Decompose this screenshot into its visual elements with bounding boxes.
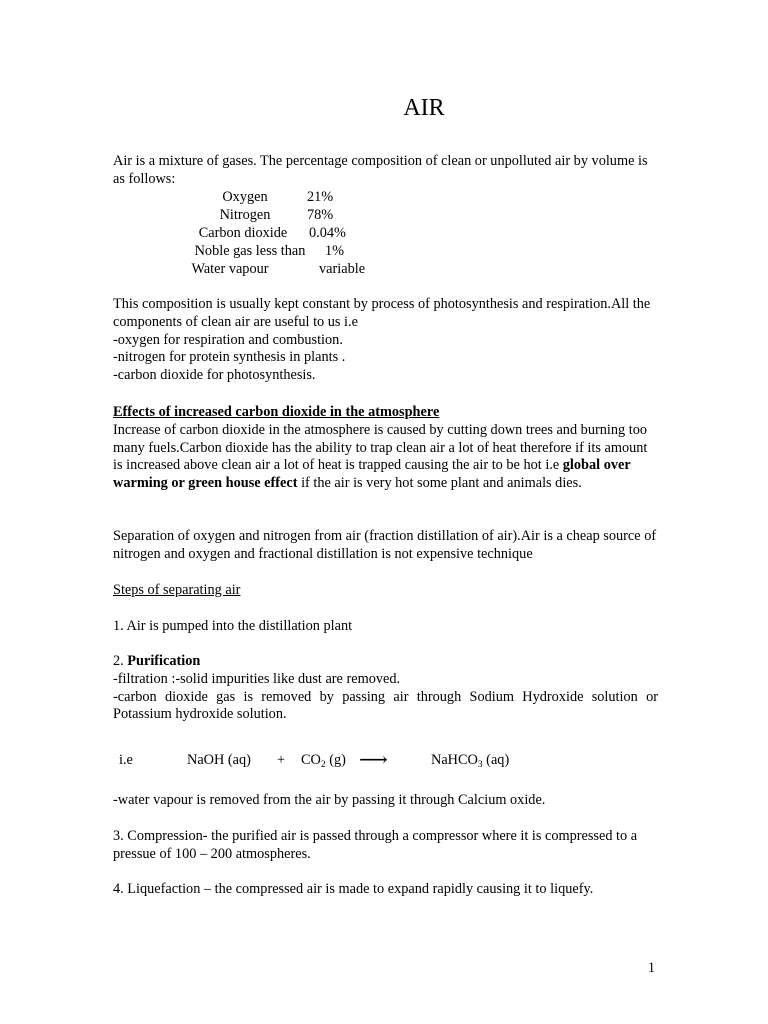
use-item: -carbon dioxide for photosynthesis. (113, 367, 316, 384)
step-3: 3. Compression- the purified air is passed through a compressor where it is compressed to a pressue of 100 – 200 atmospheres. (113, 828, 638, 862)
use-item: -oxygen for respiration and combustion. (113, 331, 343, 348)
gas-value: 0.04% (309, 225, 346, 241)
chemical-equation (0, 749, 768, 772)
effects-paragraph (113, 422, 658, 493)
page-number: 1 (647, 960, 655, 976)
reaction-arrow-icon: ⟶ (359, 749, 388, 771)
equation-product-nahco3 (431, 752, 509, 770)
gas-value: 21% (307, 189, 334, 205)
equation-plus: + (277, 752, 286, 768)
nahco3-subscript: 3 (477, 760, 483, 770)
co2-state: (g) (325, 752, 346, 768)
co2-formula: CO (301, 752, 321, 768)
step-4: 4. Liquefaction – the compressed air is made to expand rapidly causing it to liquefy. (113, 881, 594, 897)
gas-value: variable (319, 261, 366, 277)
effects-text: Increase of carbon dioxide in the atmosphere is caused by cutting down trees and burning too many fuels.Carbon dioxide has the ability to trap clean air a lot of heat therefore if its amount is increased above clean air a lot of heat is trapped causing the air to be hot i.e (113, 421, 648, 474)
equation-reactant-co2 (301, 752, 346, 770)
intro-paragraph: Air is a mixture of gases. The percentage composition of clean or unpolluted air by volume is as follows: (113, 153, 648, 187)
composition-note: This composition is usually kept constant by process of photosynthesis and respiration.All the components of clean air are useful to us i.e (113, 296, 651, 330)
steps-heading: Steps of separating air (113, 582, 241, 598)
step-2-number: 2. (113, 653, 128, 669)
co2-subscript: 2 (320, 760, 326, 770)
use-item: -nitrogen for protein synthesis in plants . (113, 349, 346, 366)
effects-bold-term: global over warming or green house effect (113, 457, 631, 492)
step-2-heading (113, 653, 658, 671)
gas-value: 1% (325, 243, 345, 259)
effects-text-end: if the air is very hot some plant and animals dies. (297, 475, 582, 492)
effects-section (113, 404, 658, 493)
nahco3-state: (aq) (482, 752, 510, 768)
co2-removal-text: -carbon dioxide gas is removed by passing air through Sodium Hydroxide solution or Potassium hydroxide solution. (113, 688, 658, 723)
gas-name: Nitrogen (219, 207, 271, 223)
gas-value: 78% (307, 207, 334, 223)
water-removal-text: -water vapour is removed from the air by passing it through Calcium oxide. (113, 792, 546, 808)
equation-prefix: i.e (119, 752, 133, 768)
gas-name: Carbon dioxide (198, 225, 288, 241)
nahco3-formula: NaHCO (431, 752, 478, 768)
composition-note-section (113, 296, 658, 385)
gas-name: Water vapour (191, 261, 269, 277)
step-2-title: Purification (127, 653, 201, 669)
page-title: AIR (403, 95, 445, 121)
effects-heading: Effects of increased carbon dioxide in the atmosphere (113, 404, 440, 420)
separation-paragraph: Separation of oxygen and nitrogen from air (fraction distillation of air).Air is a cheap source of nitrogen and oxygen and fractional distillation is not expensive technique (113, 528, 657, 562)
filtration-text: -filtration :-solid impurities like dust are removed. (113, 670, 401, 687)
step-1: 1. Air is pumped into the distillation plant (113, 618, 353, 634)
gas-name: Noble gas less than (194, 243, 306, 259)
step-2-section (113, 653, 658, 724)
gas-name: Oxygen (222, 189, 268, 205)
equation-reactant-naoh: NaOH (aq) (187, 752, 251, 768)
